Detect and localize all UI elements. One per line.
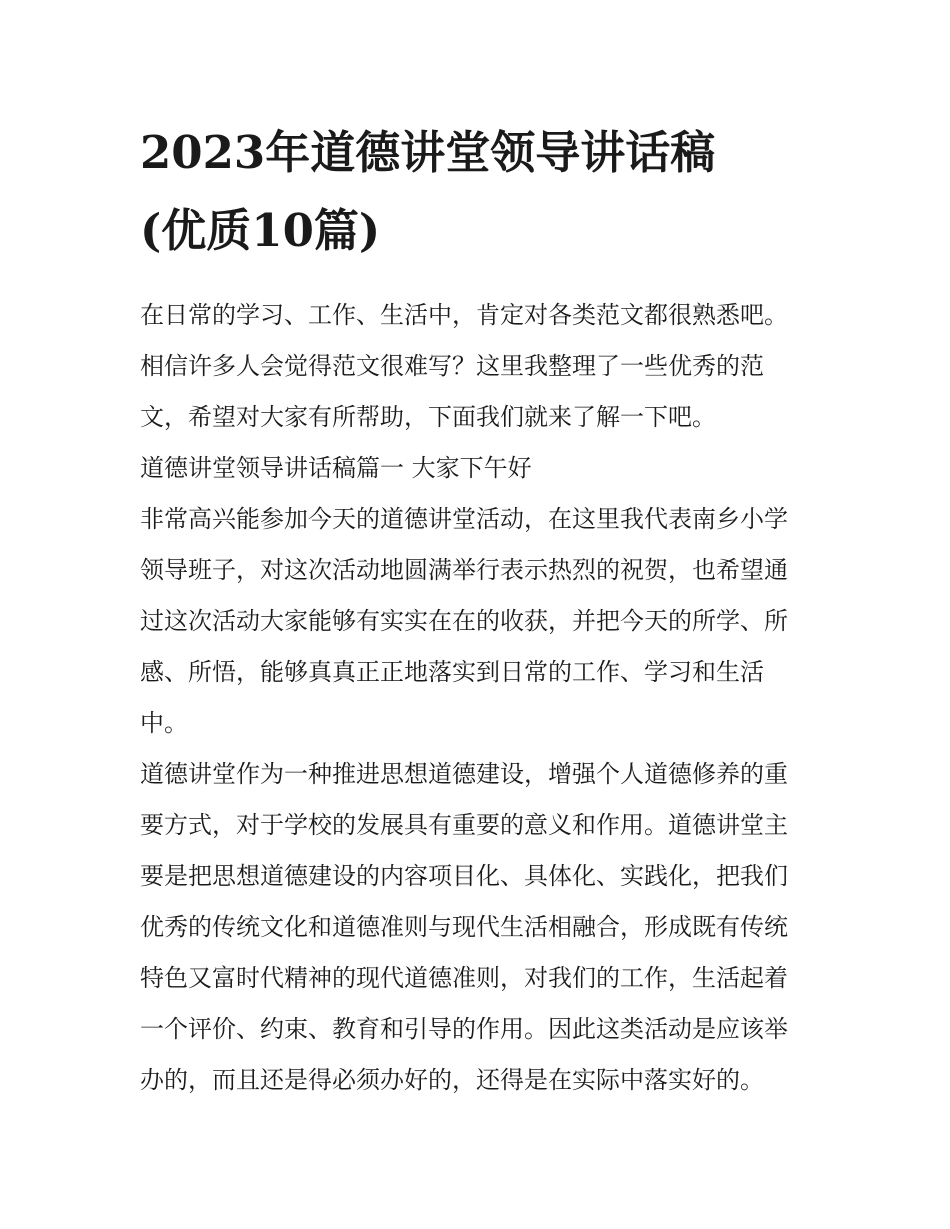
text-line: 特色又富时代精神的现代道德准则，对我们的工作，生活起着 (140, 964, 788, 992)
paragraph-section-heading (140, 443, 820, 494)
text-line: 办的，而且还是得必须办好的，还得是在实际中落实好的。 (140, 1066, 764, 1094)
document-content (140, 114, 820, 1106)
title-line-1: 2023年道德讲堂领导讲话稿 (140, 126, 716, 179)
text-line: 感、所悟，能够真真正正地落实到日常的工作、学习和生活 (140, 658, 764, 686)
text-line: 过这次活动大家能够有实实在在的收获，并把今天的所学、所 (140, 607, 788, 635)
paragraph-intro (140, 290, 820, 443)
document-title (140, 114, 820, 270)
text-line: 道德讲堂作为一种推进思想道德建设，增强个人道德修养的重 (140, 760, 788, 788)
paragraph-greeting (140, 494, 820, 749)
text-line: 文，希望对大家有所帮助，下面我们就来了解一下吧。 (140, 403, 716, 431)
paragraph-significance (140, 749, 820, 1106)
text-line: 在日常的学习、工作、生活中，肯定对各类范文都很熟悉吧。 (140, 301, 788, 329)
text-line: 相信许多人会觉得范文很难写？这里我整理了一些优秀的范 (140, 352, 764, 380)
text-line: 中。 (140, 709, 188, 737)
text-line: 要是把思想道德建设的内容项目化、具体化、实践化，把我们 (140, 862, 788, 890)
text-line: 一个评价、约束、教育和引导的作用。因此这类活动是应该举 (140, 1015, 788, 1043)
text-line: 领导班子，对这次活动地圆满举行表示热烈的祝贺，也希望通 (140, 556, 788, 584)
title-line-2: (优质10篇) (140, 204, 381, 257)
text-line: 要方式，对于学校的发展具有重要的意义和作用。道德讲堂主 (140, 811, 788, 839)
text-line: 优秀的传统文化和道德准则与现代生活相融合，形成既有传统 (140, 913, 788, 941)
section-heading-line: 道德讲堂领导讲话稿篇一 大家下午好 (140, 454, 532, 482)
document-body (140, 290, 820, 1106)
text-line: 非常高兴能参加今天的道德讲堂活动，在这里我代表南乡小学 (140, 505, 788, 533)
